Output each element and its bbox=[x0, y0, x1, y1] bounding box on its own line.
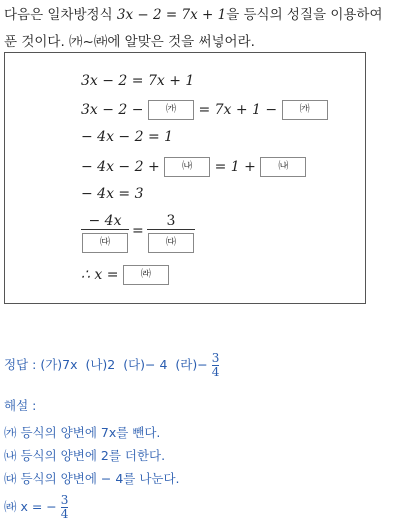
blank-na[interactable]: ㈏ bbox=[164, 157, 210, 177]
fraction-right: 3 ㈐ bbox=[147, 213, 195, 253]
blank-ra[interactable]: ㈑ bbox=[123, 265, 169, 285]
answer-line: 정답 : (가)7x (나)2 (다)− 4 (라)− $\frac{3}{4}$ bbox=[4, 351, 220, 379]
blank-ga-2[interactable]: ㈎ bbox=[282, 100, 328, 120]
explanation-2: ㈏ 등식의 양변에 2를 더한다. bbox=[4, 448, 166, 463]
fraction-left: − 4x ㈐ bbox=[81, 213, 129, 253]
question-equation: 3x − 2 = 7x + 1 bbox=[116, 7, 227, 23]
blank-da-2[interactable]: ㈐ bbox=[148, 233, 194, 253]
derivation-line-3: − 4x − 2 = 1 bbox=[81, 129, 174, 145]
fraction-equals: = bbox=[132, 223, 144, 239]
question-line-1: 다음은 일차방정식 3x − 2 = 7x + 1을 등식의 성질을 이용하여 bbox=[4, 7, 383, 23]
blank-ga[interactable]: ㈎ bbox=[148, 100, 194, 120]
derivation-line-4: − 4x − 2 + ㈏ = 1 + ㈏ bbox=[81, 157, 306, 177]
explanation-4: ㈑ x = − $\frac{3}{4}$ bbox=[4, 493, 69, 521]
blank-da[interactable]: ㈐ bbox=[82, 233, 128, 253]
question-line-2: 푼 것이다. ㈎~㈑에 알맞은 것을 써넣어라. bbox=[4, 34, 255, 50]
explanation-label: 해설 : bbox=[4, 398, 37, 413]
answer-fraction: $\frac{3}{4}$ bbox=[211, 351, 220, 379]
explanation-1: ㈎ 등식의 양변에 7x를 뺀다. bbox=[4, 425, 161, 440]
derivation-line-2: 3x − 2 − ㈎ = 7x + 1 − ㈎ bbox=[81, 100, 328, 120]
explanation-3: ㈐ 등식의 양변에 − 4를 나눈다. bbox=[4, 471, 180, 486]
derivation-box bbox=[4, 52, 366, 304]
question-text bbox=[4, 2, 398, 56]
derivation-line-1: 3x − 2 = 7x + 1 bbox=[81, 73, 195, 89]
explanation-fraction: $\frac{3}{4}$ bbox=[60, 493, 69, 521]
blank-na-2[interactable]: ㈏ bbox=[260, 157, 306, 177]
derivation-line-5: − 4x = 3 bbox=[81, 186, 144, 202]
derivation-line-7: ∴ x = ㈑ bbox=[81, 265, 169, 285]
